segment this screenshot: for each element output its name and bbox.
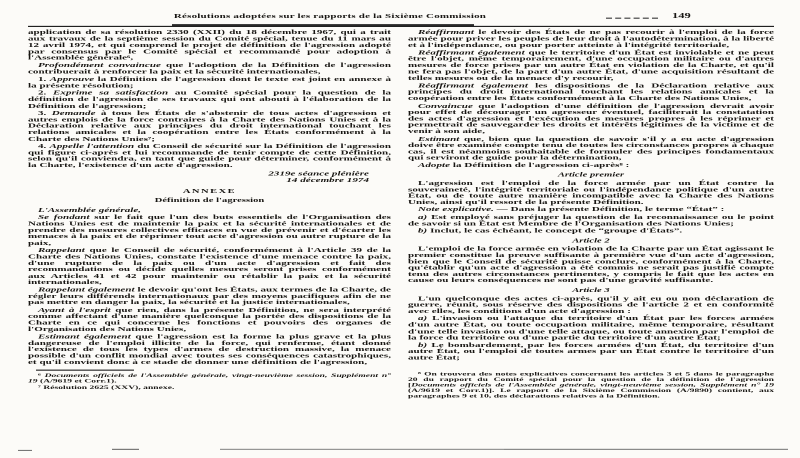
paragraph: Estimant que, bien que la question de savoir s'il y a eu acte d'agression doive être examinée compte tenu de toutes les circonstances propres à chaque cas, il est néanmoins souhaitable de formuler des principes fondamentaux qui serviront de guide pour la détermination, xyxy=(408,135,774,162)
opening-line: L'Assemblée générale, xyxy=(38,206,142,214)
paragraph: b) Inclut, le cas échéant, le concept de “groupe d'États”. xyxy=(418,227,683,235)
paragraph: L'agression est l'emploi de la force armée par un État contre la souveraineté, l'intégrité territoriale ou l'indépendance politique d'un autre État, ou de toute autre manière incompatible avec la Charte des Nations Unies, ainsi qu'il ressort de la présente Définition. xyxy=(408,179,774,206)
article-heading: Article 2 xyxy=(572,238,610,245)
left-column xyxy=(28,30,391,391)
paragraph: 2. Exprime sa satisfaction au Comité spécial pour la question de la définition de l'agression de ses travaux qui ont abouti à l'élaboration de la Définition de l'agression; xyxy=(28,89,392,110)
footnote-rule xyxy=(36,370,134,371)
paragraph: Profondément convaincue que l'adoption de la Définition de l'agression contribuerait à renforcer la paix et la sécurité internationales, xyxy=(28,62,391,76)
plenary-session-line: 2319e séance plénière 14 décembre 1974 xyxy=(268,170,369,184)
paragraph: 1. Approuve la Définition de l'agression dont le texte est joint en annexe à la présente résolution; xyxy=(28,75,391,89)
paragraph: Adopte la Définition de l'agression ci-après⁸ : xyxy=(418,162,630,169)
page-number: 149 xyxy=(672,12,691,20)
footnote: ⁷ Résolution 2625 (XXV), annexe. xyxy=(38,384,175,391)
paragraph: Se fondant sur le fait que l'un des buts essentiels de l'Organisation des Nations Unies est de maintenir la paix et la sécurité internationales et de prendre des mesures collectives efficaces en vue de prévenir et d'écarter les menaces à la paix et de réprimer tout acte d'agression ou autre rupture de la paix, xyxy=(28,214,391,247)
paragraph: Réaffirmant également les dispositions de la Déclaration relative aux principes du droit international touchant les relations amicales et la coopération entre les États conformément à la Charte des Nations Unies, xyxy=(408,82,774,102)
paragraph: application de sa résolution 2330 (XXII) du 18 décembre 1967, qui a trait aux travaux de la septième session du Comité spécial, tenue du 11 mars au 12 avril 1974, et qui comprend le projet de définition de l'agression adopté par consensus par le Comité spécial et recommandé pour adoption à l'Assemblée générale⁶, xyxy=(28,29,391,62)
paragraph: Note explicative. — Dans la présente Définition, le terme “État” : xyxy=(418,206,725,214)
paragraph: L'emploi de la force armée en violation de la Charte par un État agissant le premier constitue la preuve suffisante à première vue d'un acte d'agression, bien que le Conseil de sécurité puisse conclure, conformément à la Charte, qu'établir qu'un acte d'agression a été commis ne serait pas justifié compte tenu des autres circonstances pertinentes, y compris le fait que les actes en cause ou leurs conséquences ne sont pas d'une gravité suffisante. xyxy=(408,245,774,285)
spacer xyxy=(408,363,774,371)
header-rule xyxy=(28,26,774,27)
footnote: ⁶ Documents officiels de l'Assemblée générale, vingt-neuvième session, Supplément n° 19 (A/9619 et Corr.1). xyxy=(28,372,391,385)
footnote: ⁸ On trouvera des notes explicatives concernant les articles 3 et 5 dans le paragraphe 20 du rapport du Comité spécial pour la question de la définition de l'agression [Documents officiels de l'Assemblée générale, vingt-neuvième session, Supplément n° 19 (A/9619 et Corr.1)]. Le rapport de la Sixième Commission (A/9890) contient, aux paragraphes 9 et 10, des déclarations relatives à la Définition. xyxy=(408,371,774,400)
paragraph: Ayant à l'esprit que rien, dans la présente Définition, ne sera interprété comme affectant d'une manière quelconque la portée des dispositions de la Charte en ce qui concerne les fonctions et pouvoirs des organes de l'Organisation des Nations Unies, xyxy=(28,306,391,333)
annex-subtitle: Définition de l'agression xyxy=(154,197,265,204)
header-dashes xyxy=(606,18,658,19)
paragraph: 4. Appelle l'attention du Conseil de sécurité sur la Définition de l'agression qui figure ci-après et lui recommande de tenir compte de cette Définition, selon qu'il conviendra, en tant que guide pour déterminer, conformément à la Charte, l'existence d'un acte d'agression. xyxy=(28,143,391,169)
paragraph: b) Le bombardement, par les forces armées d'un État, du territoire d'un autre État, ou l'emploi de toutes armes par un État contre le territoire d'un autre État; xyxy=(408,341,774,362)
article-heading: Article 3 xyxy=(572,287,610,294)
article-heading: Article premier xyxy=(557,172,625,179)
paragraph: L'un quelconque des actes ci-après, qu'il y ait eu ou non déclaration de guerre, réunit, sous réserve des dispositions de l'article 2 et en conformité avec elles, les conditions d'un acte d'agression : xyxy=(408,295,774,315)
paragraph: Convaincue que l'adoption d'une définition de l'agression devrait avoir pour effet de décourager un agresseur éventuel, faciliterait la constatation des actes d'agression et l'exécution des mesures propres à les réprimer et permettrait de sauvegarder les droits et intérêts légitimes de la victime et de venir à son aide, xyxy=(408,102,774,135)
paragraph: a) Est employé sans préjuger la question de la reconnaissance ou le point de savoir si un État est Membre de l'Organisation des Nations Unies; xyxy=(408,213,774,227)
paragraph: Réaffirmant le devoir des États de ne pas recourir à l'emploi de la force armée pour priver les peuples de leur droit à l'autodétermination, à la liberté et à l'indépendance, ou pour porter atteinte à l'intégrité territoriale, xyxy=(408,29,774,49)
scan-bottom-edge-line xyxy=(112,449,788,450)
paragraph: Rappelant que le Conseil de sécurité, conformément à l'Article 39 de la Charte des Nations Unies, constate l'existence d'une menace contre la paix, d'une rupture de la paix ou d'un acte d'agression et fait des recommandations ou décide quelles mesures seront prises conformément aux Articles 41 et 42 pour maintenir ou rétablir la paix et la sécurité internationales, xyxy=(28,247,391,286)
paragraph: Rappelant également le devoir qu'ont les États, aux termes de la Charte, de régler leurs différends internationaux par des moyens pacifiques afin de ne pas mettre en danger la paix, la sécurité et la justice internationales, xyxy=(28,286,391,306)
annex-heading: ANNEXE xyxy=(182,188,237,195)
right-column xyxy=(408,30,774,400)
paragraph: Réaffirmant également que le territoire d'un État est inviolable et ne peut être l'objet, même temporairement, d'une occupation militaire ou d'autres mesures de force prises par un autre État en violation de la Charte, et qu'il ne fera pas l'objet, de la part d'un autre État, d'une acquisition résultant de telles mesures ou de la menace d'y recourir, xyxy=(408,49,774,82)
paragraph: 3. Demande à tous les États de s'abstenir de tous actes d'agression et autres emplois de la force contraires à la Charte des Nations Unies et à la Déclaration relative aux principes du droit international touchant les relations amicales et la coopération entre les États conformément à la Charte des Nations Unies⁷; xyxy=(28,110,392,143)
scan-edge-mark xyxy=(18,450,32,451)
paragraph: Estimant également que l'agression est la forme la plus grave et la plus dangereuse de l'emploi illicite de la force, qui renferme, étant donné l'existence de tous les types d'armes de destruction massive, la menace possible d'un conflit mondial avec toutes ses conséquences catastrophiques, et qu'il convient donc à ce stade de donner une définition de l'agression, xyxy=(28,333,391,366)
running-head-title: Résolutions adoptées sur les rapports de la Sixième Commission xyxy=(173,13,487,20)
paragraph: a) L'invasion ou l'attaque du territoire d'un État par les forces armées d'un autre État, ou toute occupation militaire, même temporaire, résultant d'une telle invasion ou d'une telle attaque, ou toute annexion par l'emploi de la force du territoire ou d'une partie du territoire d'un autre État; xyxy=(408,315,774,342)
